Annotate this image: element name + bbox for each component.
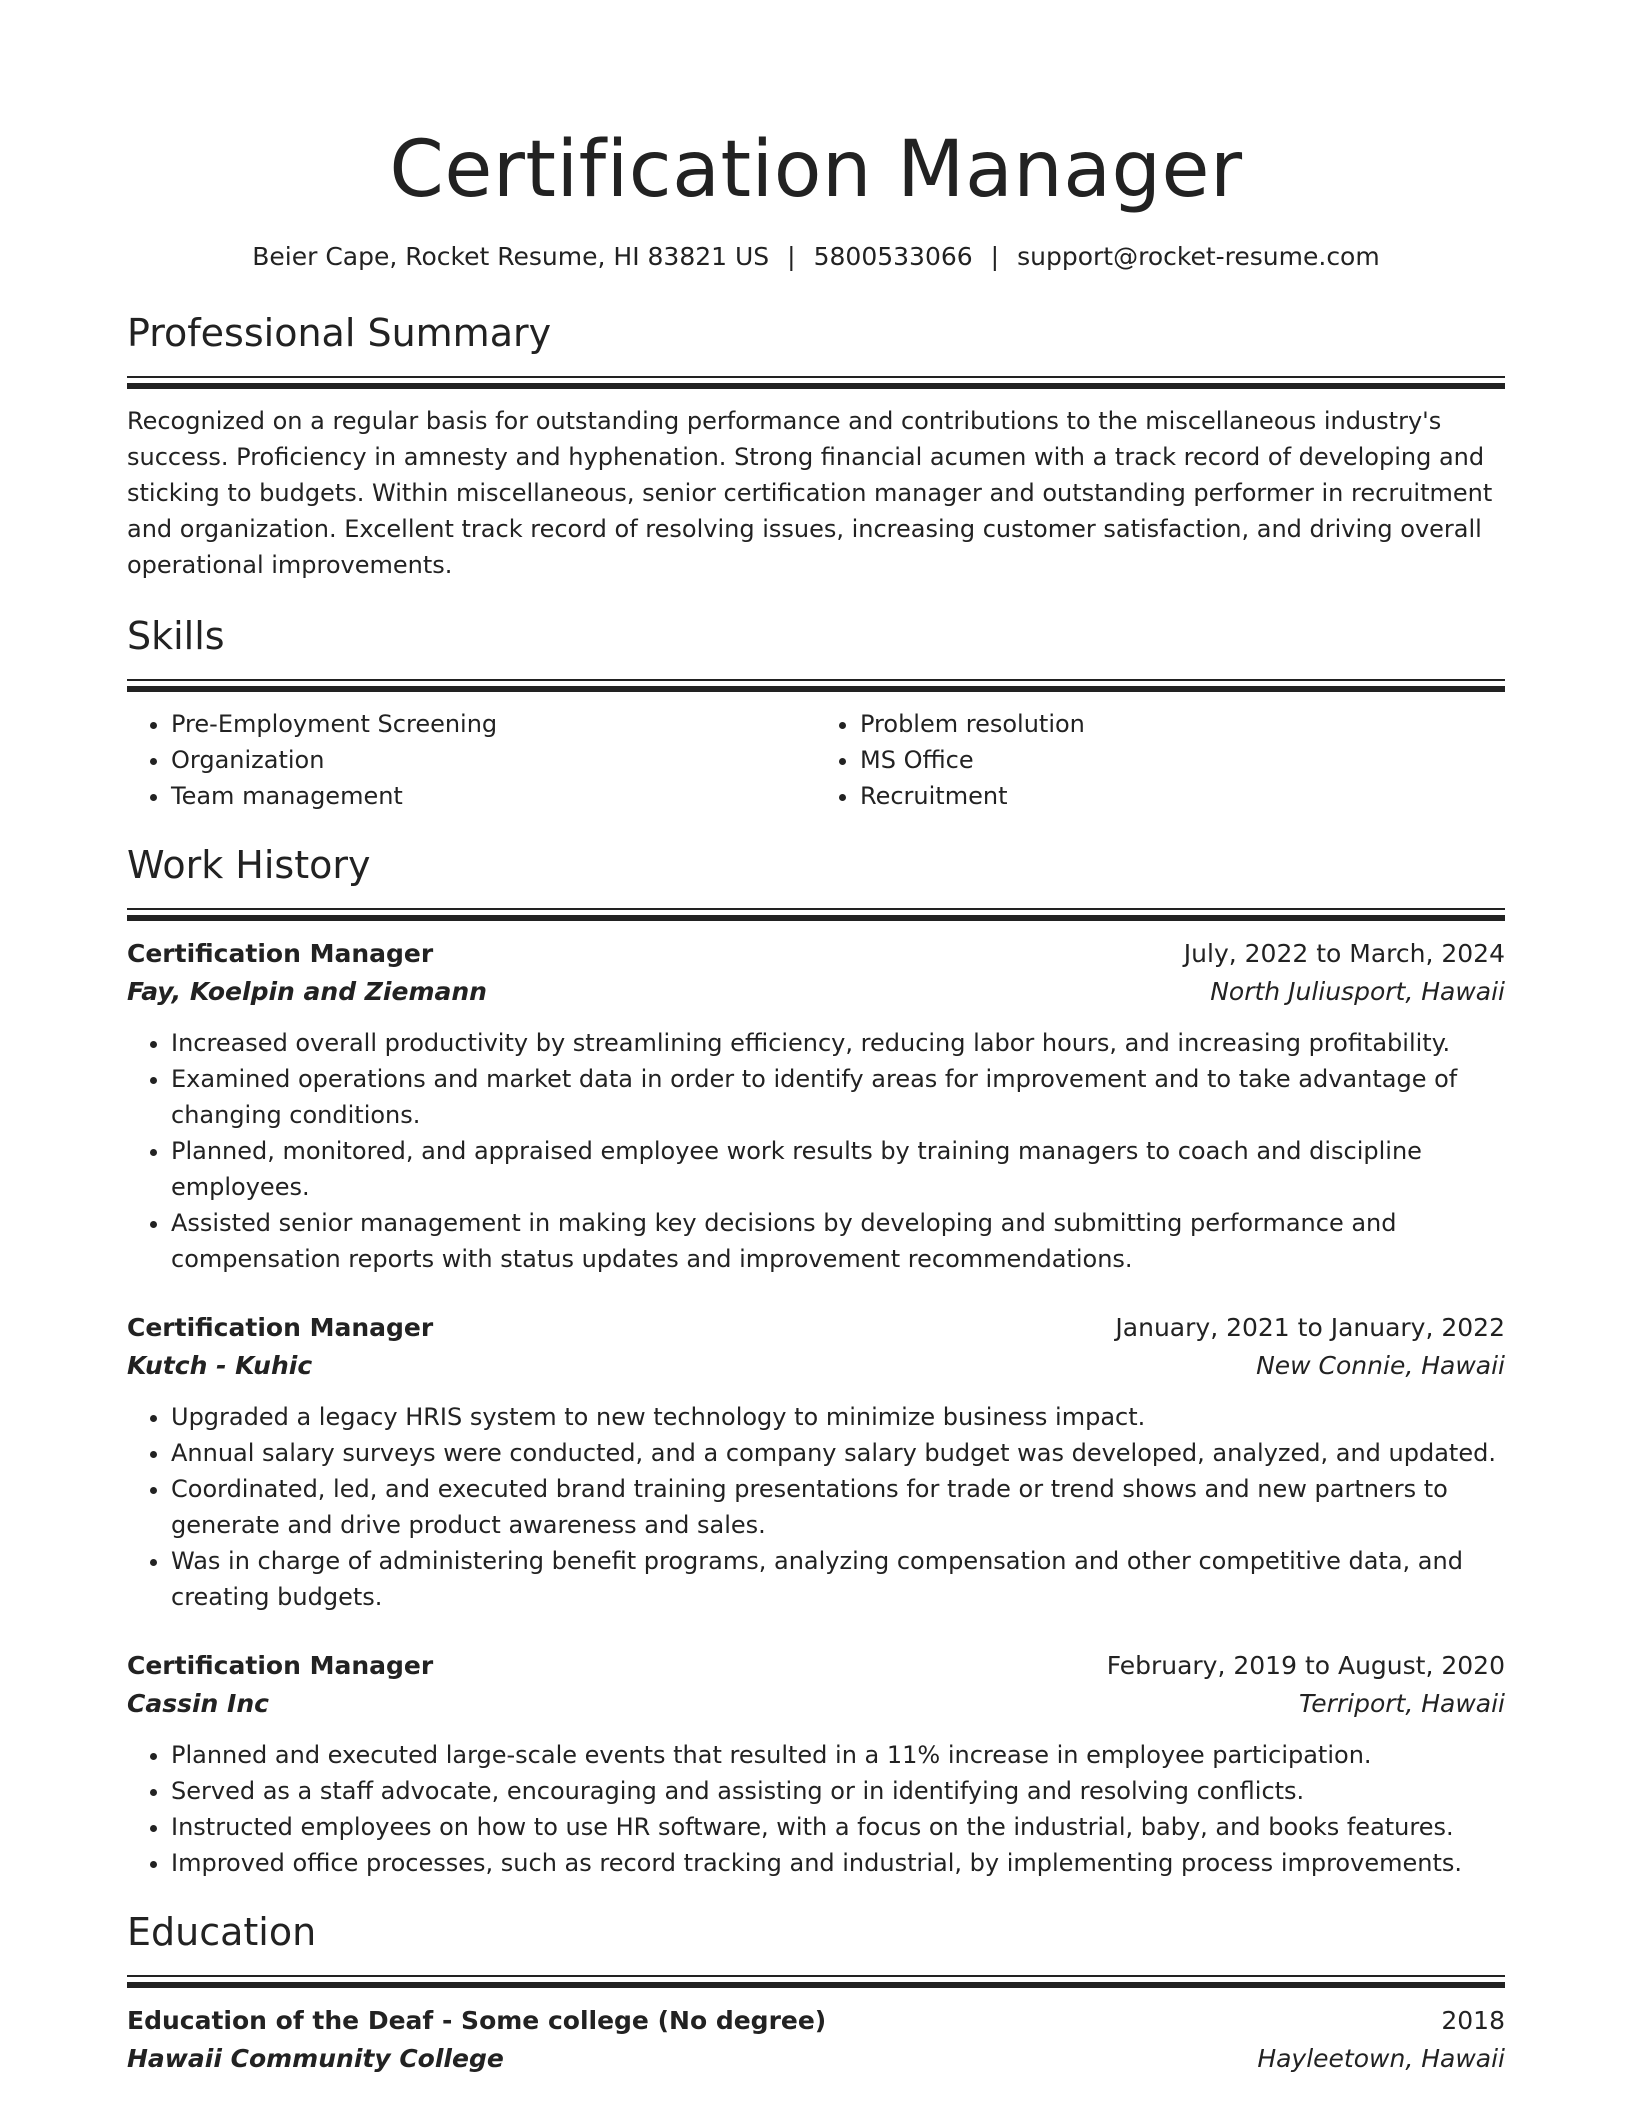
job-title: Certification Manager bbox=[127, 1651, 434, 1680]
job-location: Terriport, Hawaii bbox=[1299, 1689, 1505, 1718]
job-bullet: • Served as a staff advocate, encouraging and assisting or in identifying and resolving conflicts. bbox=[171, 1773, 1505, 1809]
job-bullet: • Upgraded a legacy HRIS system to new technology to minimize business impact. bbox=[171, 1399, 1505, 1435]
contact-separator: | bbox=[990, 242, 1000, 271]
skills-list bbox=[127, 706, 1505, 814]
section-heading-work-history: Work History bbox=[127, 843, 371, 887]
section-heading-education: Education bbox=[127, 1910, 317, 1954]
section-divider bbox=[127, 376, 1505, 389]
contact-email: support@rocket-resume.com bbox=[1017, 242, 1380, 271]
job-dates: January, 2021 to January, 2022 bbox=[1115, 1313, 1505, 1342]
job-company: Kutch - Kuhic bbox=[127, 1351, 313, 1380]
job-bullets bbox=[127, 1025, 1505, 1277]
section-heading-summary: Professional Summary bbox=[127, 311, 552, 355]
job-entry bbox=[127, 935, 1505, 1277]
job-bullet: • Assisted senior management in making key decisions by developing and submitting performance and compensation reports with status updates and improvement recommendations. bbox=[171, 1205, 1505, 1277]
education-year: 2018 bbox=[1441, 2006, 1505, 2035]
education-entry bbox=[127, 2002, 1505, 2078]
job-title: Certification Manager bbox=[127, 939, 434, 968]
skill-item: • MS Office bbox=[860, 742, 1505, 778]
job-bullet: • Examined operations and market data in order to identify areas for improvement and to take advantage of changing conditions. bbox=[171, 1061, 1505, 1133]
job-company: Fay, Koelpin and Ziemann bbox=[127, 977, 487, 1006]
education-section bbox=[127, 1907, 1505, 2078]
job-entry bbox=[127, 1647, 1505, 1881]
job-dates: July, 2022 to March, 2024 bbox=[1183, 939, 1505, 968]
contact-line bbox=[127, 240, 1505, 274]
job-bullet: • Planned and executed large-scale events that resulted in a 11% increase in employee participation. bbox=[171, 1737, 1505, 1773]
section-divider bbox=[127, 1975, 1505, 1988]
job-bullet: • Annual salary surveys were conducted, and a company salary budget was developed, analyzed, and updated. bbox=[171, 1435, 1505, 1471]
summary-text: Recognized on a regular basis for outstanding performance and contributions to the miscellaneous industry's success. Proficiency in amnesty and hyphenation. Strong financial acumen with a track record of developing and sticking to budgets. Within miscellaneous, senior certification manager and outstanding performer in recruitment and organization. Excellent track record of resolving issues, increasing customer satisfaction, and driving overall operational improvements. bbox=[127, 407, 1493, 579]
job-bullet: • Coordinated, led, and executed brand training presentations for trade or trend shows and new partners to generate and drive product awareness and sales. bbox=[171, 1471, 1505, 1543]
job-location: North Juliusport, Hawaii bbox=[1210, 977, 1505, 1006]
skills-section bbox=[127, 611, 1505, 814]
job-entry bbox=[127, 1309, 1505, 1615]
job-bullet: • Was in charge of administering benefit programs, analyzing compensation and other competitive data, and creating budgets. bbox=[171, 1543, 1505, 1615]
skills-column-right bbox=[816, 706, 1505, 814]
skill-item: • Recruitment bbox=[860, 778, 1505, 814]
resume-title: Certification Manager bbox=[389, 125, 1243, 215]
section-heading-skills: Skills bbox=[127, 614, 225, 658]
job-bullet: • Improved office processes, such as record tracking and industrial, by implementing process improvements. bbox=[171, 1845, 1505, 1881]
job-bullets bbox=[127, 1737, 1505, 1881]
education-school: Hawaii Community College bbox=[127, 2044, 504, 2073]
education-location: Hayleetown, Hawaii bbox=[1257, 2044, 1505, 2073]
education-degree: Education of the Deaf - Some college (No degree) bbox=[127, 2006, 827, 2035]
contact-address: Beier Cape, Rocket Resume, HI 83821 US bbox=[252, 242, 770, 271]
contact-separator: | bbox=[787, 242, 796, 271]
section-divider bbox=[127, 679, 1505, 692]
job-bullet: • Instructed employees on how to use HR software, with a focus on the industrial, baby, and books features. bbox=[171, 1809, 1505, 1845]
skill-item: • Team management bbox=[171, 778, 816, 814]
job-bullet: • Planned, monitored, and appraised employee work results by training managers to coach and discipline employees. bbox=[171, 1133, 1505, 1205]
summary-section bbox=[127, 308, 1505, 583]
section-divider bbox=[127, 908, 1505, 921]
skill-item: • Problem resolution bbox=[860, 706, 1505, 742]
work-history-section bbox=[127, 840, 1505, 1881]
skill-item: • Organization bbox=[171, 742, 816, 778]
job-bullet: • Increased overall productivity by streamlining efficiency, reducing labor hours, and increasing profitability. bbox=[171, 1025, 1505, 1061]
job-company: Cassin Inc bbox=[127, 1689, 269, 1718]
job-title: Certification Manager bbox=[127, 1313, 434, 1342]
contact-phone: 5800533066 bbox=[813, 242, 973, 271]
skills-column-left bbox=[127, 706, 816, 814]
job-bullets bbox=[127, 1399, 1505, 1615]
job-dates: February, 2019 to August, 2020 bbox=[1106, 1651, 1505, 1680]
skill-item: • Pre-Employment Screening bbox=[171, 706, 816, 742]
job-location: New Connie, Hawaii bbox=[1256, 1351, 1505, 1380]
